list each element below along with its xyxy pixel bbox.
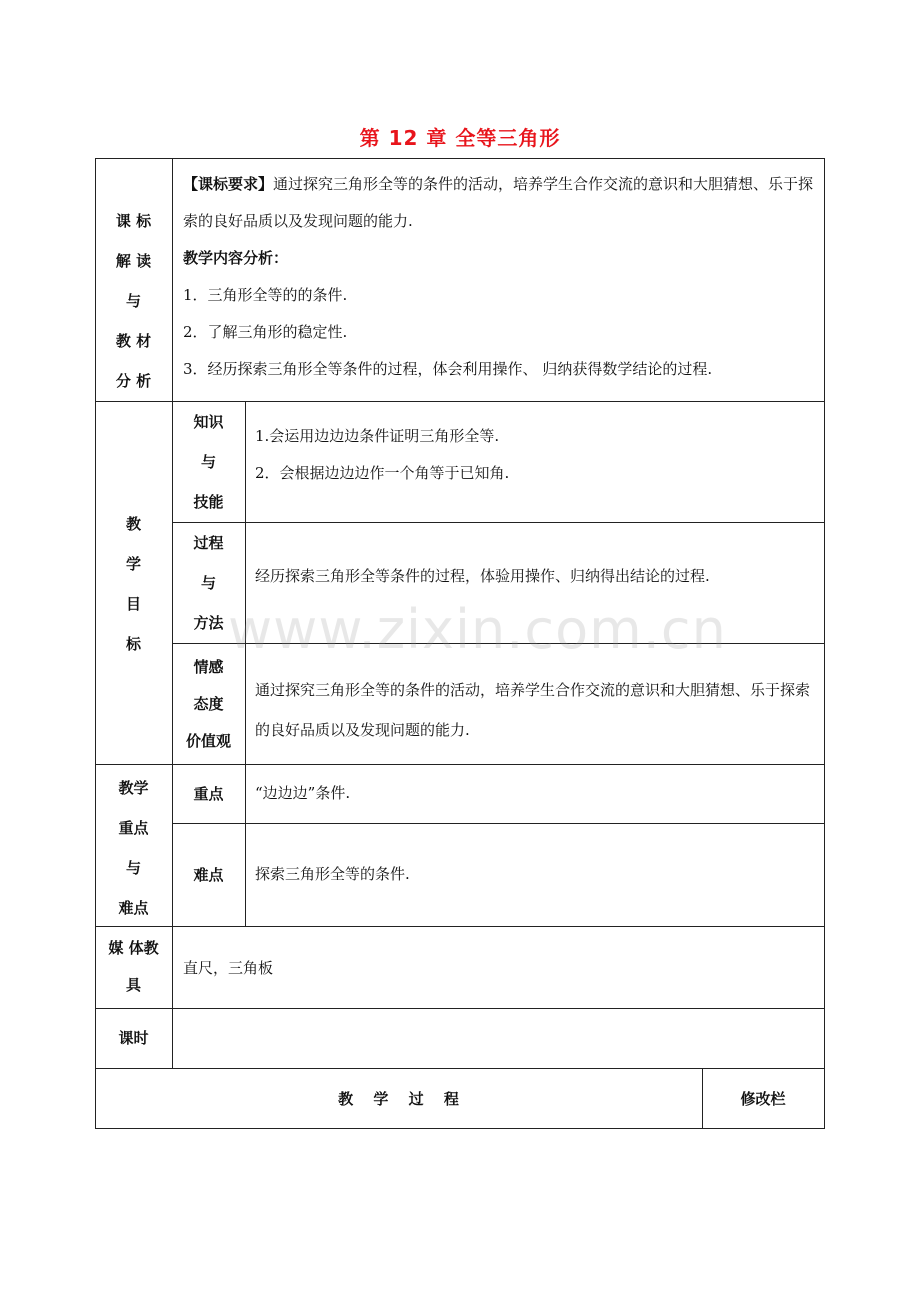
teaching-process-header: 教 学 过 程 [338,1090,459,1108]
label-line: 方法 [193,614,224,632]
curriculum-analysis-label [95,201,172,401]
label-line: 标 [125,635,141,653]
row-divider [95,1068,825,1069]
knowledge-skills-content [255,418,817,492]
label-line: 与 [125,859,141,877]
label-line: 与 [125,292,141,310]
requirement-tag: 【课标要求】 [183,175,274,193]
goal-item: 通过探究三角形全等的条件的活动，培养学生合作交流的意识和大胆猜想、乐于探索的良好品质以及发现问题的能力. [255,681,811,739]
label-line: 分 析 [115,372,152,390]
class-hours-label [95,1018,172,1058]
label-line: 教学 [118,779,149,797]
media-tools-content [183,950,813,987]
attitude-values-content [255,670,819,750]
label-line: 教 [125,515,141,533]
goal-item: 2．会根据边边边作一个角等于已知角. [255,464,510,482]
row-divider [172,823,825,824]
label-line: 难点 [118,899,149,917]
lesson-plan-table [95,158,825,1129]
label-line: 目 [125,595,141,613]
teaching-goals-label [95,504,172,664]
table-border-bottom [95,1128,825,1129]
media-tools-text: 直尺，三角板 [183,959,274,977]
row-divider [172,643,825,644]
key-point-content [255,775,815,812]
table-border-right [824,158,825,1129]
label-line: 与 [200,574,216,592]
goal-item: 1.会运用边边边条件证明三角形全等. [255,427,500,445]
key-point-text: “边边边”条件. [255,784,351,802]
sub-label-column-divider [245,401,246,926]
label-line: 价值观 [185,732,231,750]
goal-item: 经历探索三角形全等条件的过程，体验用操作、归纳得出结论的过程. [255,567,710,585]
analysis-item: 3．经历探索三角形全等条件的过程，体会利用操作、 归纳获得数学结论的过程. [183,360,713,378]
label-line: 课时 [118,1029,149,1047]
label-line: 重点 [193,785,224,803]
label-line: 难点 [193,866,224,884]
analysis-item: 1．三角形全等的的条件. [183,286,348,304]
curriculum-requirement [183,166,815,240]
label-line: 情感 [193,658,224,676]
label-line: 态度 [193,695,224,713]
attitude-values-label [172,649,245,760]
label-line: 学 [125,555,141,573]
row-divider [95,926,825,927]
analysis-item: 2．了解三角形的稳定性. [183,323,348,341]
label-line: 技能 [193,493,224,511]
row-divider [95,1008,825,1009]
page-title: 第 12 章 全等三角形 [359,126,561,150]
knowledge-skills-label [172,402,245,522]
difficult-point-text: 探索三角形全等的条件. [255,865,410,883]
label-line: 过程 [193,534,224,552]
label-line: 媒 体教 [108,939,159,957]
label-line: 解 读 [115,252,152,270]
media-tools-label [95,930,172,1004]
label-line: 具 [125,976,141,994]
row-divider [172,522,825,523]
curriculum-analysis-content [183,166,815,388]
label-line: 教 材 [115,332,152,350]
process-methods-label [172,523,245,643]
label-line: 课 标 [115,212,152,230]
row-divider [95,764,825,765]
key-point-label [172,774,245,814]
label-line: 重点 [118,819,149,837]
label-line: 知识 [193,413,224,431]
difficult-point-content [255,856,815,893]
table-border-top [95,158,825,159]
label-line: 与 [200,453,216,471]
difficult-point-label [172,855,245,895]
revision-column-header: 修改栏 [740,1090,786,1108]
analysis-heading: 教学内容分析： [183,249,289,267]
process-methods-content [255,558,817,595]
requirement-text: 通过探究三角形全等的条件的活动，培养学生合作交流的意识和大胆猜想、乐于探索的良好品质以及发现问题的能力. [183,175,814,230]
watermark: www.zixin.com.cn [228,598,727,661]
key-difficult-points-label [95,768,172,928]
